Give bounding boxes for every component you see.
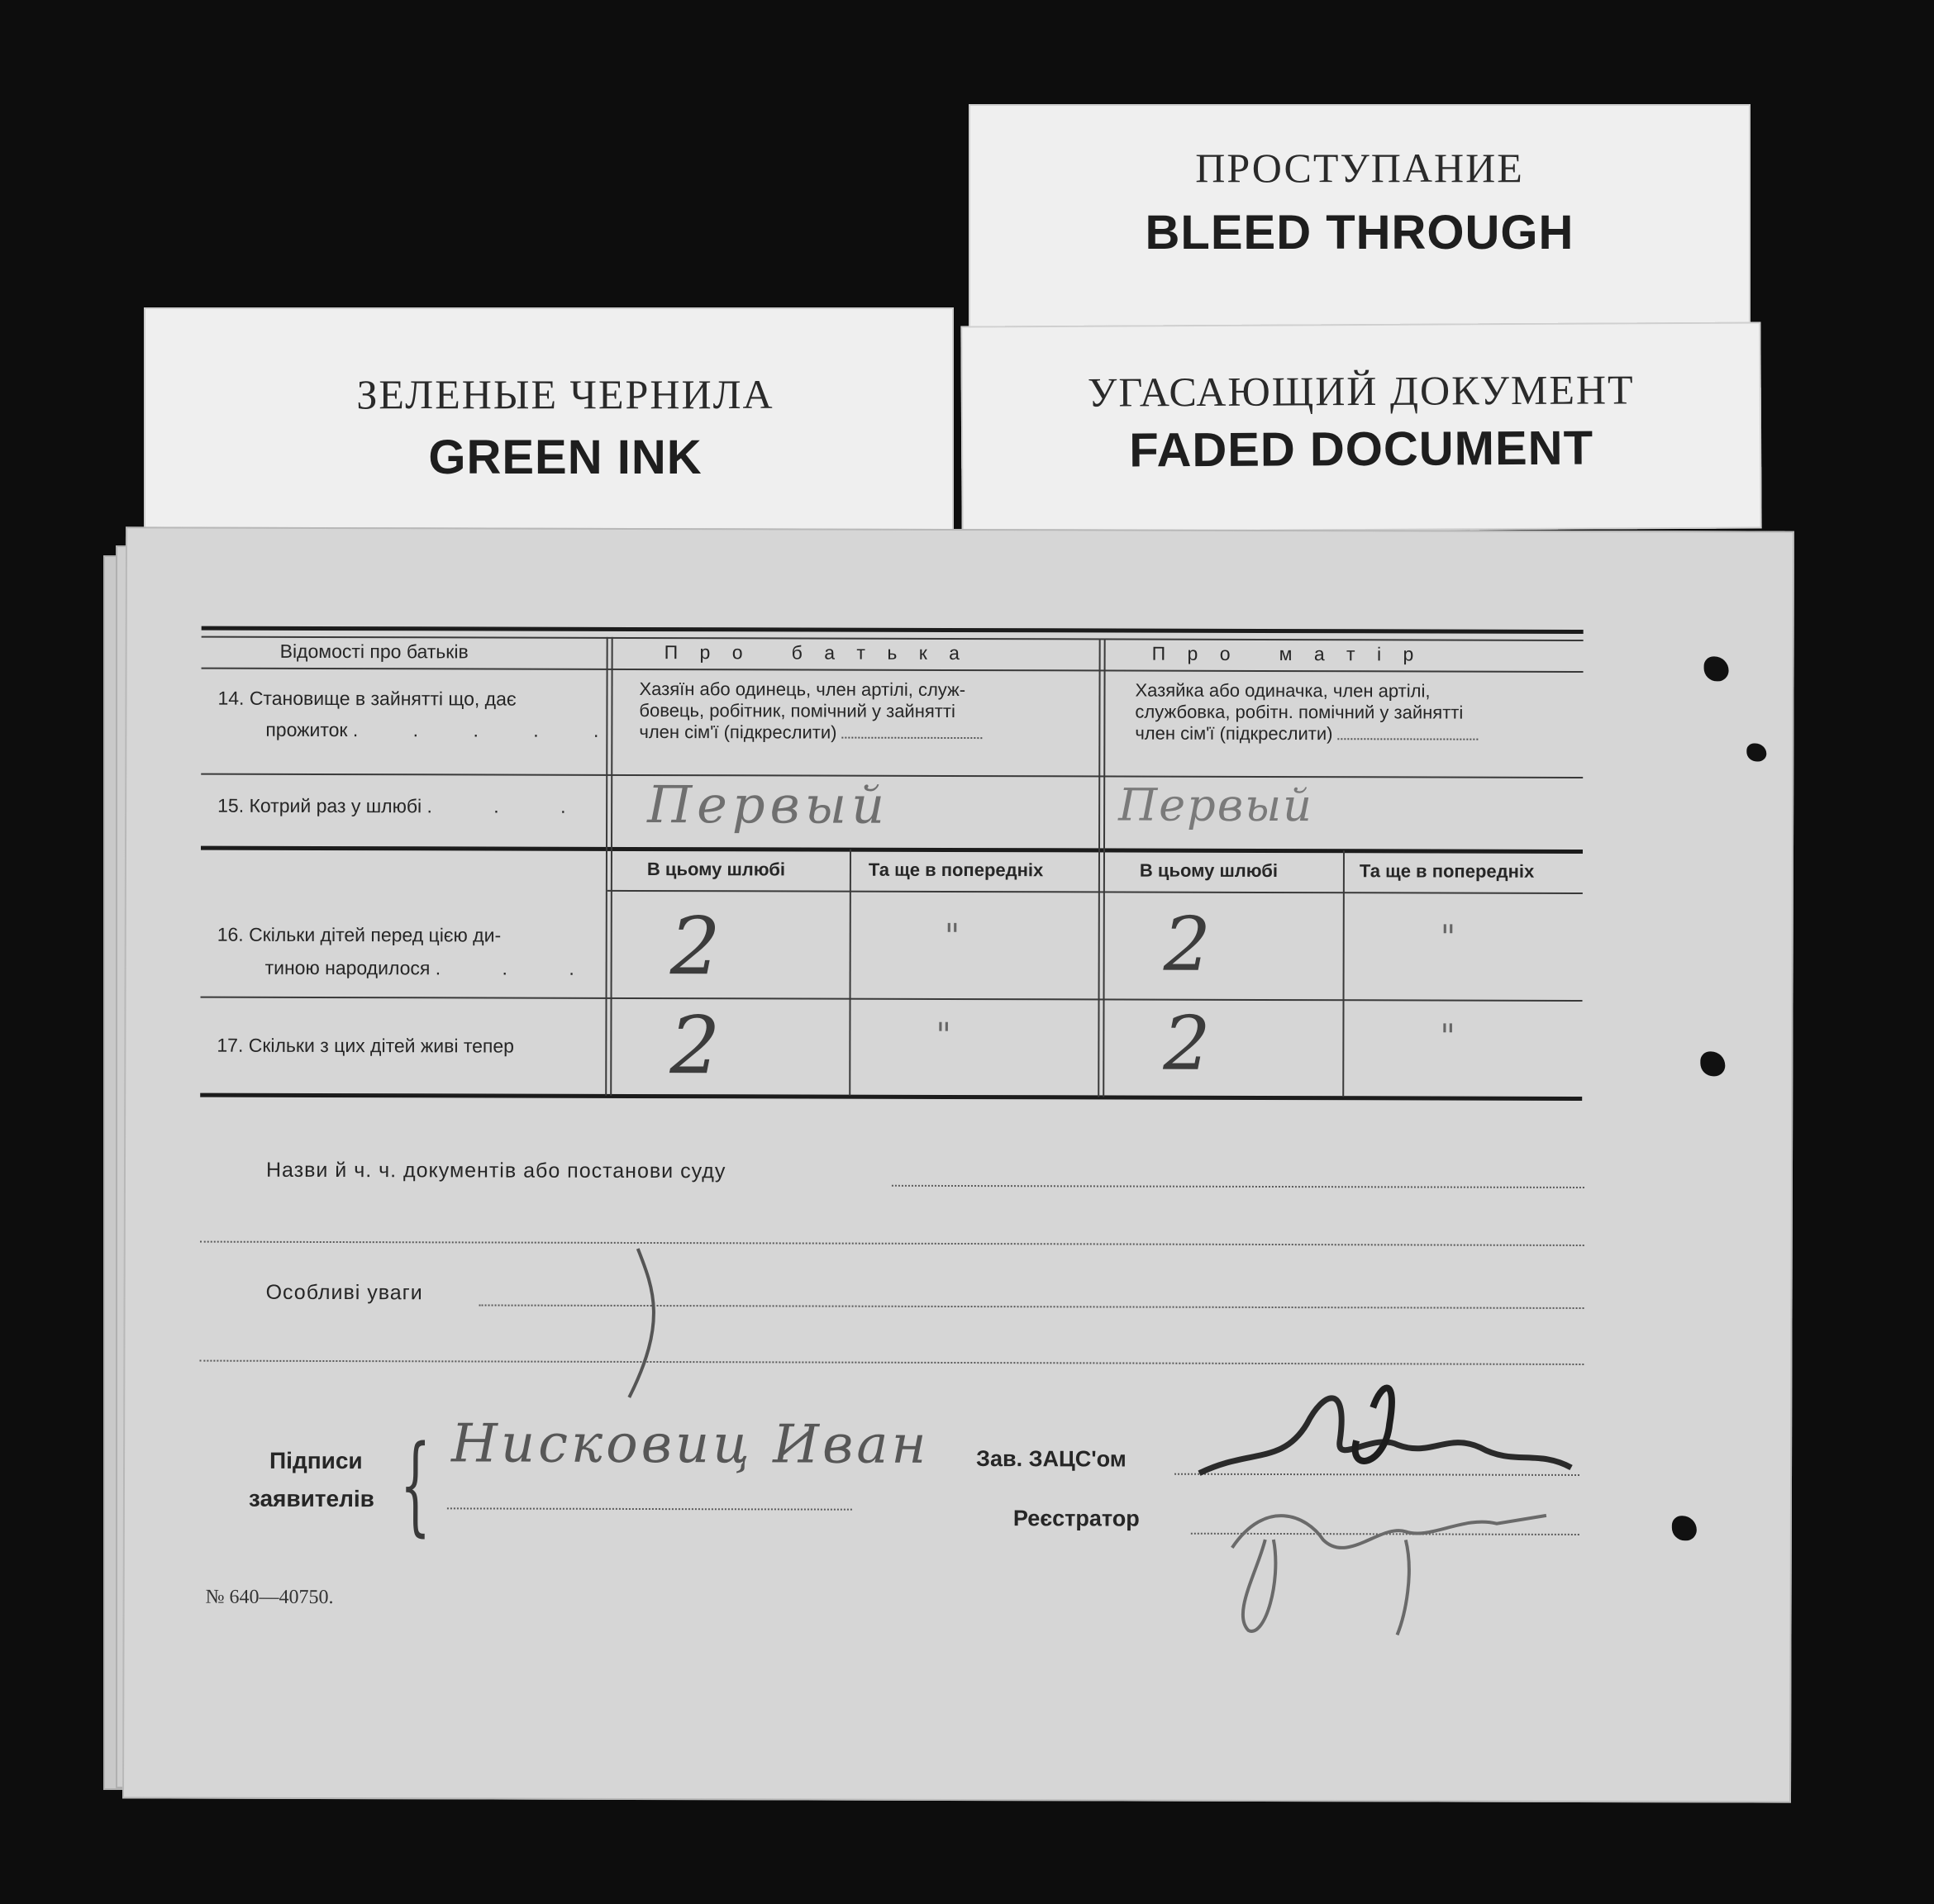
header-about-father: П р о б а т ь к а [664,641,969,664]
header-parents-info: Відомості про батьків [279,640,469,663]
row14-mother [1135,680,1478,745]
row17-father-this: 2 [669,999,721,1092]
row14-father-line: Хазяїн або одинець, член артілі, служ- [639,678,966,701]
signatures-label-line2: заявителів [248,1485,374,1512]
subheader-father-previous: Та ще в попередніх [868,859,1044,881]
remarks-line-2 [199,1359,1584,1365]
row16-label-line2: тиною народилося . . . [264,956,603,979]
row14-label-line2-text: прожиток [265,718,348,741]
row16-mother-prev: " [1440,918,1456,957]
documents-line-2 [200,1240,1584,1246]
remarks-handwritten-mark [621,1240,688,1406]
row17-mother-prev: " [1440,1017,1455,1056]
row15-label: 15. Котрий раз у шлюбі . . . [217,794,594,817]
punch-hole [1700,1051,1725,1076]
documents-label: Назви й ч. ч. документів або постанови суду [265,1158,726,1183]
bleed-through-label-en: BLEED THROUGH [1145,206,1574,259]
row14-mother-line: Хазяйка або одиначка, член артілі, [1135,679,1431,702]
row15-father-handwriting: Первый [647,774,890,835]
subheader-father-this-marriage: В цьому шлюбі [646,859,786,880]
row14-label-line1: 14. Становище в зайнятті що, дає [217,687,517,710]
row14-mother-line-text: член сім'ї (підкреслити) [1135,722,1333,745]
subheader-mother-this-marriage: В цьому шлюбі [1139,859,1279,882]
row17-father-prev: " [936,1016,951,1054]
faded-document-label-ru: УГАСАЮЩИЙ ДОКУМЕНТ [1087,366,1635,416]
punch-hole [1672,1516,1697,1540]
subheader-mother-previous: Та ще в попередніх [1359,860,1535,882]
row17-label: 17. Скільки з цих дітей живі тепер [217,1034,515,1057]
row14-father-line-text: член сім'ї (підкреслити) [639,721,837,743]
row14-mother-line [1135,723,1478,745]
green-ink-label-ru: ЗЕЛЕНЫЕ ЧЕРНИЛА [356,371,774,417]
row14-mother-line: службовка, робітн. помічний у зайнятті [1135,701,1464,723]
punch-hole [1704,656,1729,681]
row14-label [217,686,623,743]
signatures-label-line1: Підписи [269,1447,363,1474]
row15-mother-handwriting: Первый [1118,778,1314,832]
row14-father-line: бовець, робітник, помічний у зайнятті [639,699,955,721]
row16-father-prev: " [944,916,960,956]
row16-father-this: 2 [669,900,721,993]
row17-mother-this: 2 [1163,1000,1211,1088]
row15-label-text: 15. Котрий раз у шлюбі [217,794,422,817]
bleed-through-label-ru: ПРОСТУПАНИЕ [1195,145,1524,191]
bleed-through-label [969,104,1751,352]
faded-document-label-en: FADED DOCUMENT [1129,421,1594,478]
registrar-handwritten-signature [1183,1374,1597,1640]
document-sheet [122,526,1794,1802]
documents-line [892,1183,1584,1188]
row16-label [217,922,603,981]
header-about-mother: П р о м а т і р [1151,642,1422,665]
row14-father-line [639,721,982,744]
parents-info-table [202,626,1584,1092]
row14-label-line2: прожиток . . . . . [265,718,624,741]
punch-hole [1746,743,1766,761]
signature-brace: { [399,1421,431,1548]
green-ink-label-en: GREEN INK [428,431,703,484]
remarks-label: Особливі уваги [265,1280,423,1305]
row16-label-line2-text: тиною народилося [264,956,431,979]
applicant-signature-line [447,1506,852,1510]
row14-father [639,678,982,744]
green-ink-label [144,307,954,555]
faded-document-label [960,321,1761,532]
form-number: № 640—40750. [205,1586,334,1609]
registrar-label: Реєстратор [1012,1506,1140,1531]
row16-mother-this: 2 [1163,901,1212,988]
head-of-registry-label: Зав. ЗАЦС'ом [976,1446,1127,1472]
applicant-signature: Нисковиц Иван [451,1413,930,1476]
row16-label-line1: 16. Скільки дітей перед цією ди- [217,923,502,946]
